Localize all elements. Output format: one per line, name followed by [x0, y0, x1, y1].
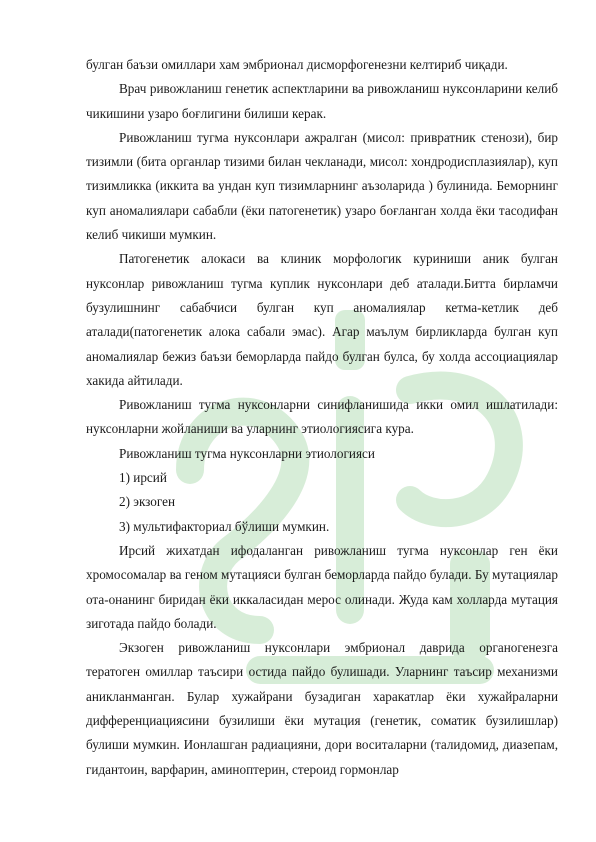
paragraph: Врач ривожланиш генетик аспектларини ва ривожланиш нуксонларини келиб чикишини узаро боғлигини билиши керак.	[86, 81, 558, 121]
list-item: 2) экзоген	[119, 494, 176, 510]
list-item: 3) мультифакториал бўлиши мумкин.	[119, 518, 330, 534]
paragraph: Ривожланиш тугма нуксонларни этиологияси	[119, 445, 375, 461]
paragraph: Ривожланиш тугма нуксонлари ажралган (мисол: привратник стенози), бир тизимли (бита органлар тизими билан чекланади, мисол: хондродисплазиялар), куп тизимликка (иккита ва ундан куп тизимларнинг аъзоларида ) булинида. Беморнинг куп аномалиялари сабабли (ёки патогенетик) узаро боғланган холда ёки тасодифан келиб чикиши мумкин.	[86, 129, 558, 243]
paragraph: Ривожланиш тугма нуксонларни синифланишида икки омил ишлатилади: нуксонларни жойланиши ва уларнинг этиологиясига кура.	[86, 397, 558, 437]
document-page	[86, 53, 558, 782]
paragraph: Патогенетик алокаси ва клиник морфологик куриниши аник булган нуксонлар ривожланиш тугма куплик нуксонлари деб аталади.Битта бирламчи бузулишнинг сабабчиси булган куп аномалиялар кетма-кетлик деб аталади(патогенетик алока сабали эмас). Агар маълум бирликларда булган куп аномалиялар бежиз баъзи беморларда пайдо булган булса, бу холда ассоциациялар хакида айтилади.	[86, 251, 558, 388]
paragraph: Ирсий жихатдан ифодаланган ривожланиш тугма нуксонлар ген ёки хромосомалар ва геном мутацияси булган беморларда пайдо булади. Бу мутациялар ота-онанинг биридан ёки иккаласидан мерос олинади. Жуда кам холларда мутация зиготада пайдо болади.	[86, 542, 558, 631]
list-item: 1) ирсий	[119, 470, 167, 486]
paragraph: Экзоген ривожланиш нуксонлари эмбрионал даврида органогенезга тератоген омиллар таъсири остида пайдо булишади. Уларнинг таъсир механизми аникланманган. Булар хужайрани бузадиган харакатлар ёки хужайраларни дифференциациясини бузилиши ёки мутация (генетик, соматик бузилишлар) булиши мумкин. Ионлашган радиацияни, дори воситаларни (талидомид, диазепам, гидантоин, варфарин, аминоптерин, стероид гормонлар	[86, 640, 558, 777]
paragraph: булган баъзи омиллари хам эмбрионал дисморфогенезни келтириб чиқади.	[86, 57, 508, 72]
